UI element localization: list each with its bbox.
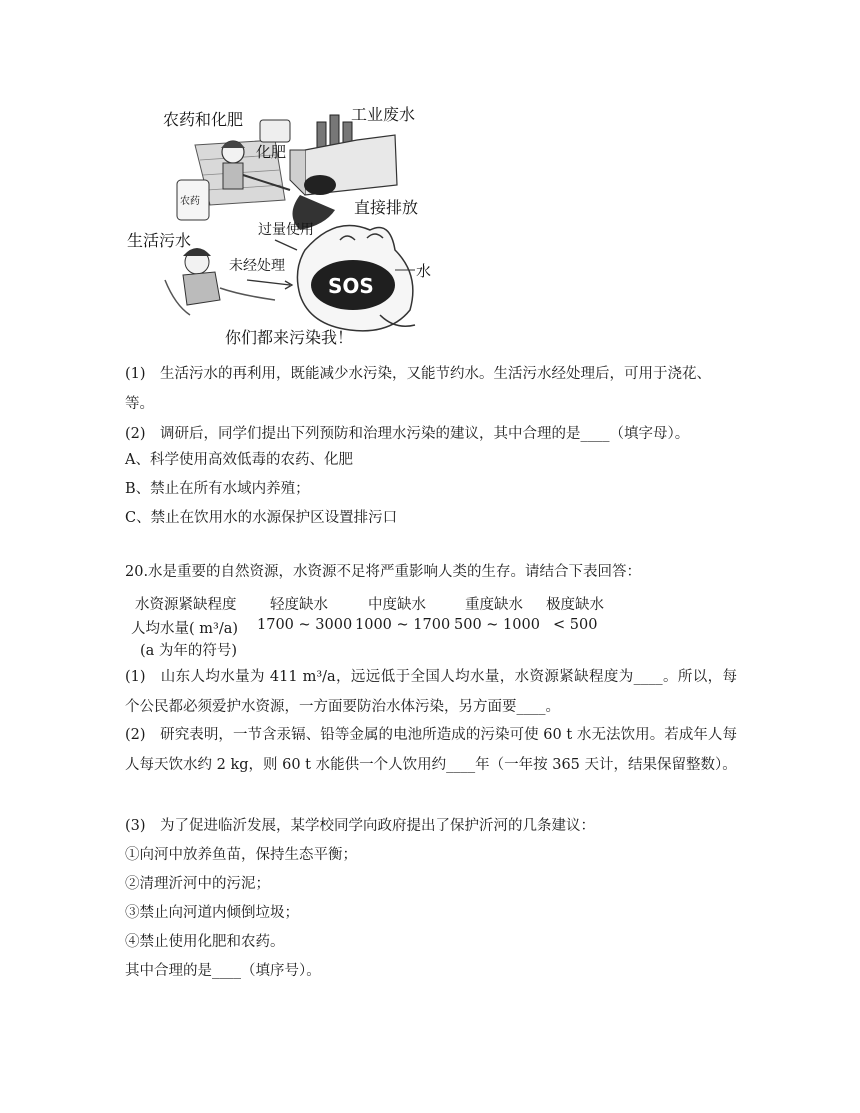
pesticide-fertilizer-label: 农药和化肥 <box>163 110 244 129</box>
table-value-mild: 1700 ~ 3000 <box>257 617 353 633</box>
table-value-moderate: 1000 ~ 1700 <box>355 617 451 633</box>
table-value-severe: 500 ~ 1000 <box>454 617 540 633</box>
water-pollution-illustration <box>125 100 445 350</box>
q20-part1: (1) 山东人均水量为 411 m³/a，远远低于全国人均水量，水资源紧缺程度为____。所以，每个公民都必须爱护水资源，一方面要防治水体污染，另方面要____。 <box>125 669 737 715</box>
table-header-mild: 轻度缺水 <box>270 597 328 613</box>
pesticide-bottle-label: 农药 <box>180 196 200 207</box>
table-row-label: 人均水量( m³/a) <box>131 621 239 637</box>
q20-part2: (2) 研究表明，一节含汞镉、铅等金属的电池所造成的污染可使 60 t 水无法饮用。若成年人每人每天饮水约 2 kg，则 60 t 水能供一个人饮用约____年（一年按 365 天计，结果保留整数）。 <box>125 727 737 773</box>
table-note: (a 为年的符号) <box>140 643 238 659</box>
water-label: 水 <box>416 262 432 280</box>
q19-part1: (1) 生活污水的再利用，既能减少水污染，又能节约水。生活污水经处理后，可用于浇花、 <box>125 366 712 382</box>
q19-option-a: A、科学使用高效低毒的农药、化肥 <box>125 452 353 468</box>
q20-item-4: ④禁止使用化肥和农药。 <box>125 934 285 950</box>
industrial-wastewater-label: 工业废水 <box>351 105 416 124</box>
q19-option-b: B、禁止在所有水域内养殖； <box>125 481 310 497</box>
farm-scene <box>177 120 290 220</box>
q20-answer-prompt: 其中合理的是____（填序号）。 <box>125 963 321 979</box>
water-character <box>297 226 415 331</box>
overuse-label: 过量使用 <box>258 222 314 238</box>
table-header-label: 水资源紧缺程度 <box>135 597 237 613</box>
sos-text: SOS <box>328 274 374 298</box>
untreated-label: 未经处理 <box>229 258 285 274</box>
q20-item-2: ②清理沂河中的污泥； <box>125 876 270 892</box>
q20-intro: 20.水是重要的自然资源，水资源不足将严重影响人类的生存。请结合下表回答： <box>125 564 642 580</box>
table-header-extreme: 极度缺水 <box>546 597 604 613</box>
domestic-sewage-label: 生活污水 <box>127 231 192 250</box>
table-header-moderate: 中度缺水 <box>368 597 426 613</box>
q20-item-1: ①向河中放养鱼苗，保持生态平衡； <box>125 847 357 863</box>
direct-discharge-label: 直接排放 <box>354 198 419 217</box>
q19-option-c: C、禁止在饮用水的水源保护区设置排污口 <box>125 510 398 526</box>
q20-part3: (3) 为了促进临沂发展，某学校同学向政府提出了保护沂河的几条建议： <box>125 818 596 834</box>
q20-item-3: ③禁止向河道内倾倒垃圾； <box>125 905 299 921</box>
table-header-severe: 重度缺水 <box>465 597 523 613</box>
q19-part2: (2) 调研后，同学们提出下列预防和治理水污染的建议，其中合理的是____（填字母）。 <box>125 426 690 442</box>
table-value-extreme: < 500 <box>553 617 598 633</box>
figure-caption: 你们都来污染我！ <box>225 328 354 347</box>
q19-part1-cont: 等。 <box>125 396 154 412</box>
fertilizer-bag-label: 化肥 <box>256 143 287 161</box>
